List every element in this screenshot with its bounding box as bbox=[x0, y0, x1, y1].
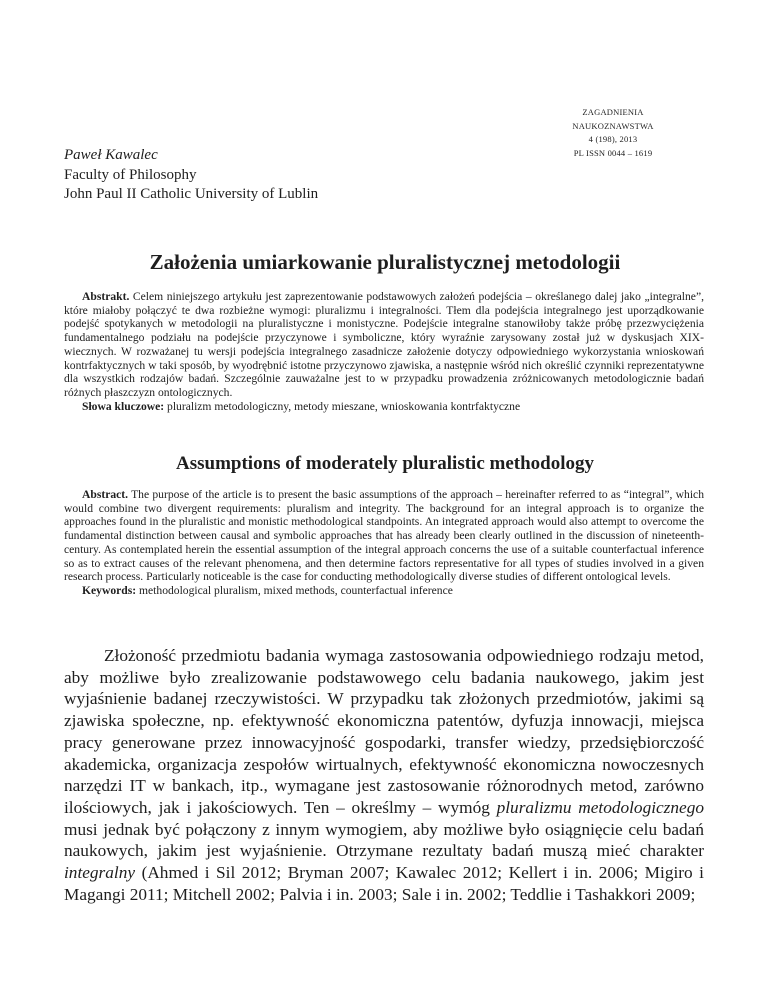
journal-issn: PL ISSN 0044 – 1619 bbox=[573, 147, 653, 158]
journal-name-line1: ZAGADNIENIA bbox=[582, 107, 644, 117]
author-university: John Paul II Catholic University of Lublin bbox=[64, 186, 319, 202]
abstract-polish-text bbox=[64, 290, 704, 400]
keywords-polish-label: Słowa kluczowe: bbox=[82, 399, 165, 413]
keywords-polish bbox=[64, 400, 704, 414]
journal-info bbox=[548, 106, 678, 160]
keywords-english bbox=[64, 584, 704, 598]
keywords-english-label: Keywords: bbox=[82, 583, 137, 597]
abstract-english-text bbox=[64, 488, 704, 584]
keywords-polish-list: pluralizm metodologiczny, metody mieszane, wnioskowania kontrfaktyczne bbox=[164, 399, 521, 413]
abstract-polish-label: Abstrakt. bbox=[82, 290, 130, 303]
title-english: Assumptions of moderately pluralistic methodology bbox=[176, 453, 594, 474]
abstract-english-label: Abstract. bbox=[82, 488, 129, 501]
journal-name-line2: NAUKOZNAWSTWA bbox=[572, 120, 654, 131]
keywords-english-list: methodological pluralism, mixed methods, counterfactual inference bbox=[136, 583, 453, 597]
body-part2: musi jednak być połączony z innym wymogiem, aby możliwe było osiągnięcie celu badań naukowych, jakim jest wyjaśnienie. Otrzymane rezultaty badań muszą mieć charakter bbox=[64, 819, 704, 861]
body-text bbox=[64, 645, 704, 905]
author-block bbox=[64, 146, 318, 205]
abstract-english-body: The purpose of the article is to present the basic assumptions of the approach – hereinafter referred to as “integral”, which would combine two divergent requirements: pluralism and integrity. The background for an integral approach is to organize the approaches found in the pluralistic and monistic methodological standpoints. An integrated approach would also attempt to overcome the fundamental distinction between causal and symbolic approaches that has already been clearly outlined in the discussion of nineteenth-century. As contemplated herein the essential assumption of the integral approach concerns the use of a suitable counterfactual inference so as to extract causes of the relevant phenomena, and then determine factors representative for all types of studies involved in a given research process. Particularly noticeable is the case for conducting methodologically diverse studies of different ontological levels. bbox=[64, 488, 704, 584]
abstract-polish-body: Celem niniejszego artykułu jest zaprezentowanie podstawowych założeń podejścia – określanego dalej jako „integralne”, które miałoby połączyć te dwa rozbieżne wymogi: pluralizmu i integralności. Tłem dla podejścia integralnego jest uporządkowanie podejść spotykanych w metodologii na pluralistyczne i monistyczne. Podejście integralne stanowiłoby także próbę przezwyciężenia fundamentalnego podziału na podejście przyczynowe i symboliczne, który wyraźnie zarysowany został już w dyskusjach XIX-wiecznych. W rozważanej tu wersji podejścia integralnego zasadnicze założenie dotyczy odpowiedniego wykorzystania wnioskowań kontrfaktycznych w taki sposób, by wyodrębnić istotne przyczynowo zjawiska, a następnie wśród nich określić czynniki reprezentatywne dla wszystkich rodzajów badań. Szczególnie zauważalne jest to w przypadku prowadzenia zróżnicowanych metodologicznie badań różnych płaszczyzn ontologicznych. bbox=[64, 290, 704, 399]
author-faculty: Faculty of Philosophy bbox=[64, 166, 197, 183]
abstract-english bbox=[64, 488, 704, 598]
body-part3: (Ahmed i Sil 2012; Bryman 2007; Kawalec 2012; Kellert i in. 2006; Migiro i Magangi 2011; Mitchell 2002; Palvia i in. 2003; Sale i in. 2002; Teddlie i Tashakkori 2009; bbox=[64, 863, 704, 904]
author-name: Paweł Kawalec bbox=[64, 147, 158, 163]
body-italic-integral: integralny bbox=[64, 863, 136, 883]
abstract-polish bbox=[64, 290, 704, 413]
journal-issue: 4 (198), 2013 bbox=[588, 134, 638, 144]
title-polish: Założenia umiarkowanie pluralistycznej metodologii bbox=[149, 250, 621, 274]
body-italic-pluralism: pluralizmu metodologicznego bbox=[496, 797, 704, 817]
body-part1: Złożoność przedmiotu badania wymaga zastosowania odpowiedniego rodzaju metod, aby możliwe było zrealizowanie podstawowego celu badania naukowego, jakim jest wyjaśnienie badanej rzeczywistości. W przypadku tak złożonych przedmiotów, jakimi są zjawiska społeczne, np. efektywność ekonomiczna patentów, dyfuzja innowacji, miejsca pracy generowane przez innowacyjność gospodarki, transfer wiedzy, przedsiębiorczość akademicka, organizacja zespołów wirtualnych, efektywność ekonomiczna nowoczesnych narzędzi IT w bankach, itp., wymagane jest zastosowanie różnorodnych metod, zarówno ilościowych, jak i jakościowych. Ten – określmy – wymóg bbox=[64, 646, 704, 817]
body-paragraph bbox=[64, 645, 704, 905]
